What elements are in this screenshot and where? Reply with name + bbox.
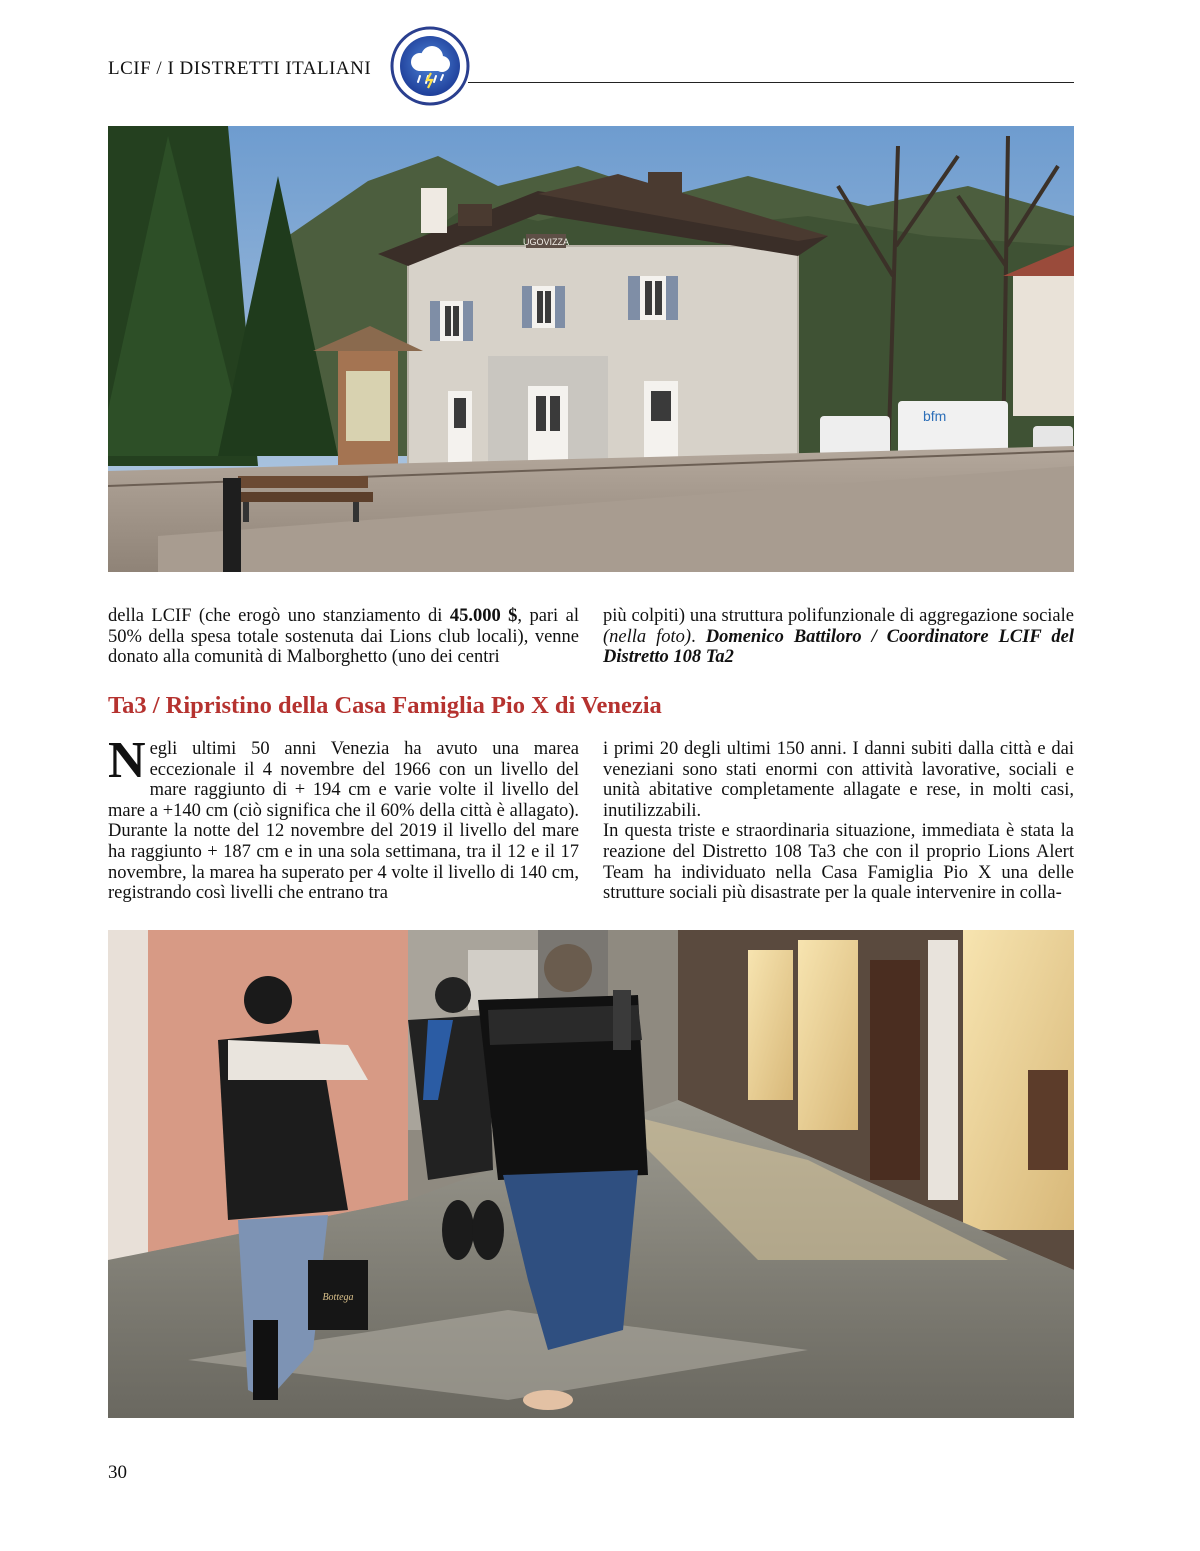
station-photo — [108, 126, 1074, 572]
running-head: LCIF / I DISTRETTI ITALIANI — [108, 58, 372, 79]
intro-paragraph: della LCIF (che erogò uno stanziamento di 45.000 $, pari al 50% della spesa totale sostenuta dai Lions club locali), venne donato alla comunità di Malborghetto (uno dei centri — [108, 606, 579, 668]
article-column-right — [603, 739, 1074, 904]
venice-flood-photo — [108, 930, 1074, 1418]
grant-amount: 45.000 $ — [449, 606, 518, 626]
article-paragraph: i primi 20 degli ultimi 150 anni. I danni subiti dalla città e dai veneziani sono stati enormi con attività lavorative, sociali e unità abitative completamente allagate e rese, in molti casi, inutilizzabili. — [603, 739, 1074, 821]
intro-column-left — [108, 606, 579, 668]
bag-text: Bottega — [322, 1292, 354, 1303]
article-paragraph: Negli ultimi 50 anni Venezia ha avuto una marea eccezionale il 4 novembre del 1966 con un livello del mare raggiunto di + 194 cm e varie volte il livello del mare a +140 cm (ciò significa che il 60% della città è allagato). Durante la notte del 12 novembre del 2019 il livello del mare ha raggiunto + 187 cm e in una sola settimana, tra il 12 e il 17 novembre, la marea ha superato per 4 volte il livello di 140 cm, registrando così livelli che entrano tra — [108, 732, 579, 904]
intro-paragraph-end: più colpiti) una struttura polifunzionale di aggregazione sociale (nella foto). Domenico Battiloro / Coordinatore LCIF del Distretto 108 Ta2 — [603, 606, 1074, 668]
station-sign: UGOVIZZA — [522, 237, 570, 247]
page-header — [108, 0, 1074, 110]
photo-reference: (nella foto) — [603, 626, 692, 647]
drop-cap: N — [108, 732, 146, 789]
article-paragraph: In questa triste e straordinaria situazione, immediata è stata la reazione del Distretto 108 Ta3 che con il proprio Lions Alert Team ha individuato nella Casa Famiglia Pio X una delle strutture sociali più disastrate per la quale intervenire in colla- — [603, 821, 1074, 904]
author-signature: Domenico Battiloro / Coordinatore LCIF del Distretto 108 Ta2 — [603, 626, 1074, 668]
article-column-left — [108, 732, 579, 904]
van-logo: bfm — [923, 408, 947, 424]
section-title: Ta3 / Ripristino della Casa Famiglia Pio X di Venezia — [108, 692, 662, 719]
intro-column-right — [603, 606, 1074, 668]
page-number: 30 — [108, 1462, 127, 1483]
storm-cloud-icon — [390, 26, 470, 106]
header-rule — [468, 82, 1074, 83]
